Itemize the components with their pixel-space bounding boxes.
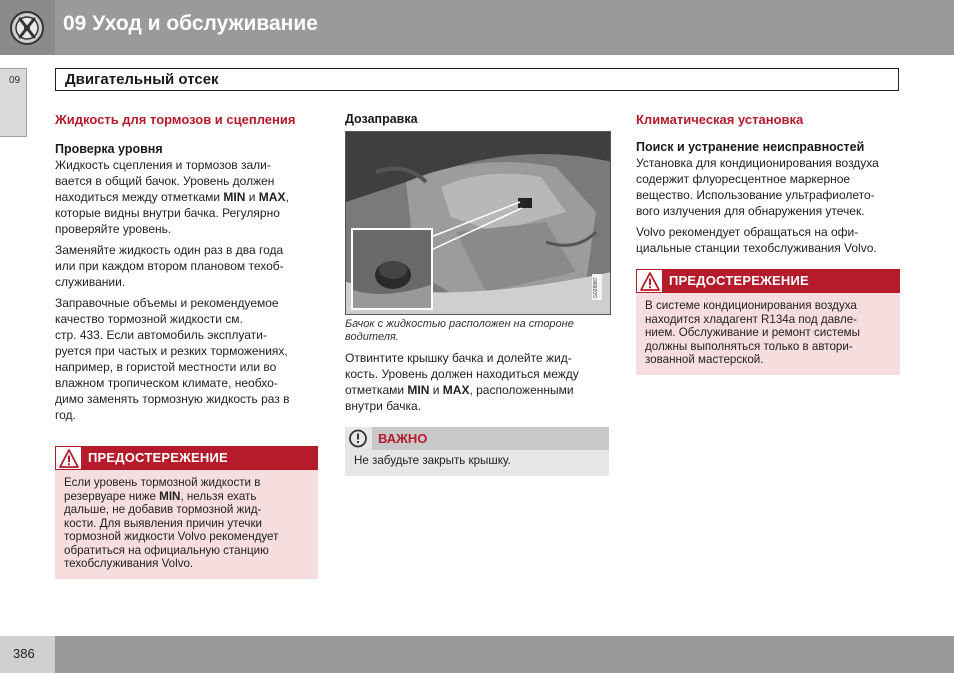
- warning-title: ПРЕДОСТЕРЕЖЕНИЕ: [88, 450, 228, 465]
- climate-warning-box: [636, 269, 900, 375]
- page-footer: [0, 636, 954, 673]
- warning-header: [55, 446, 318, 470]
- refill-subheading: Дозаправка: [345, 112, 418, 126]
- page-header: [0, 0, 954, 55]
- important-header: [345, 427, 609, 450]
- warning-triangle-icon: [59, 449, 79, 468]
- warning-header: [636, 269, 900, 293]
- warning-title: ПРЕДОСТЕРЕЖЕНИЕ: [669, 273, 809, 288]
- brake-warning-box: [55, 446, 318, 579]
- chapter-icon-box: [0, 0, 55, 55]
- page-title: 09 Уход и обслуживание: [63, 12, 318, 35]
- level-check-subheading: Проверка уровня: [55, 142, 163, 156]
- climate-para-1: Установка для кондиционирования воздуха содержит флуоресцентное маркерное вещество. Использование ультрафиолето- вого излучения для обнаружения утечек.: [636, 156, 879, 218]
- engine-bay-photo: [345, 131, 611, 315]
- brake-para-3: Заправочные объемы и рекомендуемое качество тормозной жидкости см. стр. 433. Если автомобиль эксплуати- руется при частых и резких торможениях, например, в гористой местности или во влажном тропическом климате, необхо- димо заменять тормозную жидкость раз в год.: [55, 296, 290, 422]
- brake-para-1: Жидкость сцепления и тормозов зали- вается в общий бачок. Уровень должен находиться между отметками MIN и MAX, которые видны внутри бачка. Регулярно проверяйте уровень.: [55, 158, 289, 236]
- page-number-box: [0, 636, 55, 673]
- section-title-bar: [55, 68, 899, 91]
- refill-para: Отвинтите крышку бачка и долейте жид- кость. Уровень должен находиться между отметками MIN и MAX, расположенными внутри бачка.: [345, 351, 579, 413]
- troubleshooting-subheading: Поиск и устранение неисправностей: [636, 140, 865, 154]
- climate-para-2: Volvo рекомендует обращаться на офи- циальные станции техобслуживания Volvo.: [636, 225, 877, 255]
- climate-heading: Климатическая установка: [636, 112, 804, 127]
- section-title: Двигательный отсек: [65, 71, 219, 88]
- chapter-tab: [0, 68, 27, 137]
- column-brake-fluid: [55, 112, 318, 423]
- warning-triangle-icon: [640, 272, 660, 291]
- column-climate: [636, 112, 901, 256]
- wrench-gear-icon: [8, 10, 46, 46]
- page-number: 386: [13, 646, 35, 661]
- important-title: ВАЖНО: [378, 431, 428, 446]
- brake-para-2: Заменяйте жидкость один раз в два года или при каждом втором плановом техоб- служивании.: [55, 243, 284, 289]
- warning-body: В системе кондиционирования воздуха находится хладагент R134a под давле- нием. Обслуживание и ремонт системы должны выполняться только в автори- зованной мастерской.: [636, 293, 900, 375]
- brake-fluid-heading: Жидкость для тормозов и сцепления: [55, 112, 296, 127]
- warning-body: Если уровень тормозной жидкости в резервуаре ниже MIN, нельзя ехать дальше, не добавив тормозной жид- кости. Для выявления причин утечки тормозной жидкости Volvo рекомендует обратиться на официальную станцию техобслуживания Volvo.: [55, 470, 318, 579]
- reservoir-closeup-inset: [351, 228, 433, 310]
- image-code-label: G028987: [592, 274, 602, 300]
- column-refill: [345, 112, 610, 127]
- caution-circle-icon: [348, 429, 368, 448]
- important-body: Не забудьте закрыть крышку.: [345, 450, 609, 476]
- photo-caption: Бачок с жидкостью расположен на стороне водителя.: [345, 318, 574, 343]
- chapter-tab-number: 09: [9, 75, 21, 86]
- important-box: [345, 427, 609, 476]
